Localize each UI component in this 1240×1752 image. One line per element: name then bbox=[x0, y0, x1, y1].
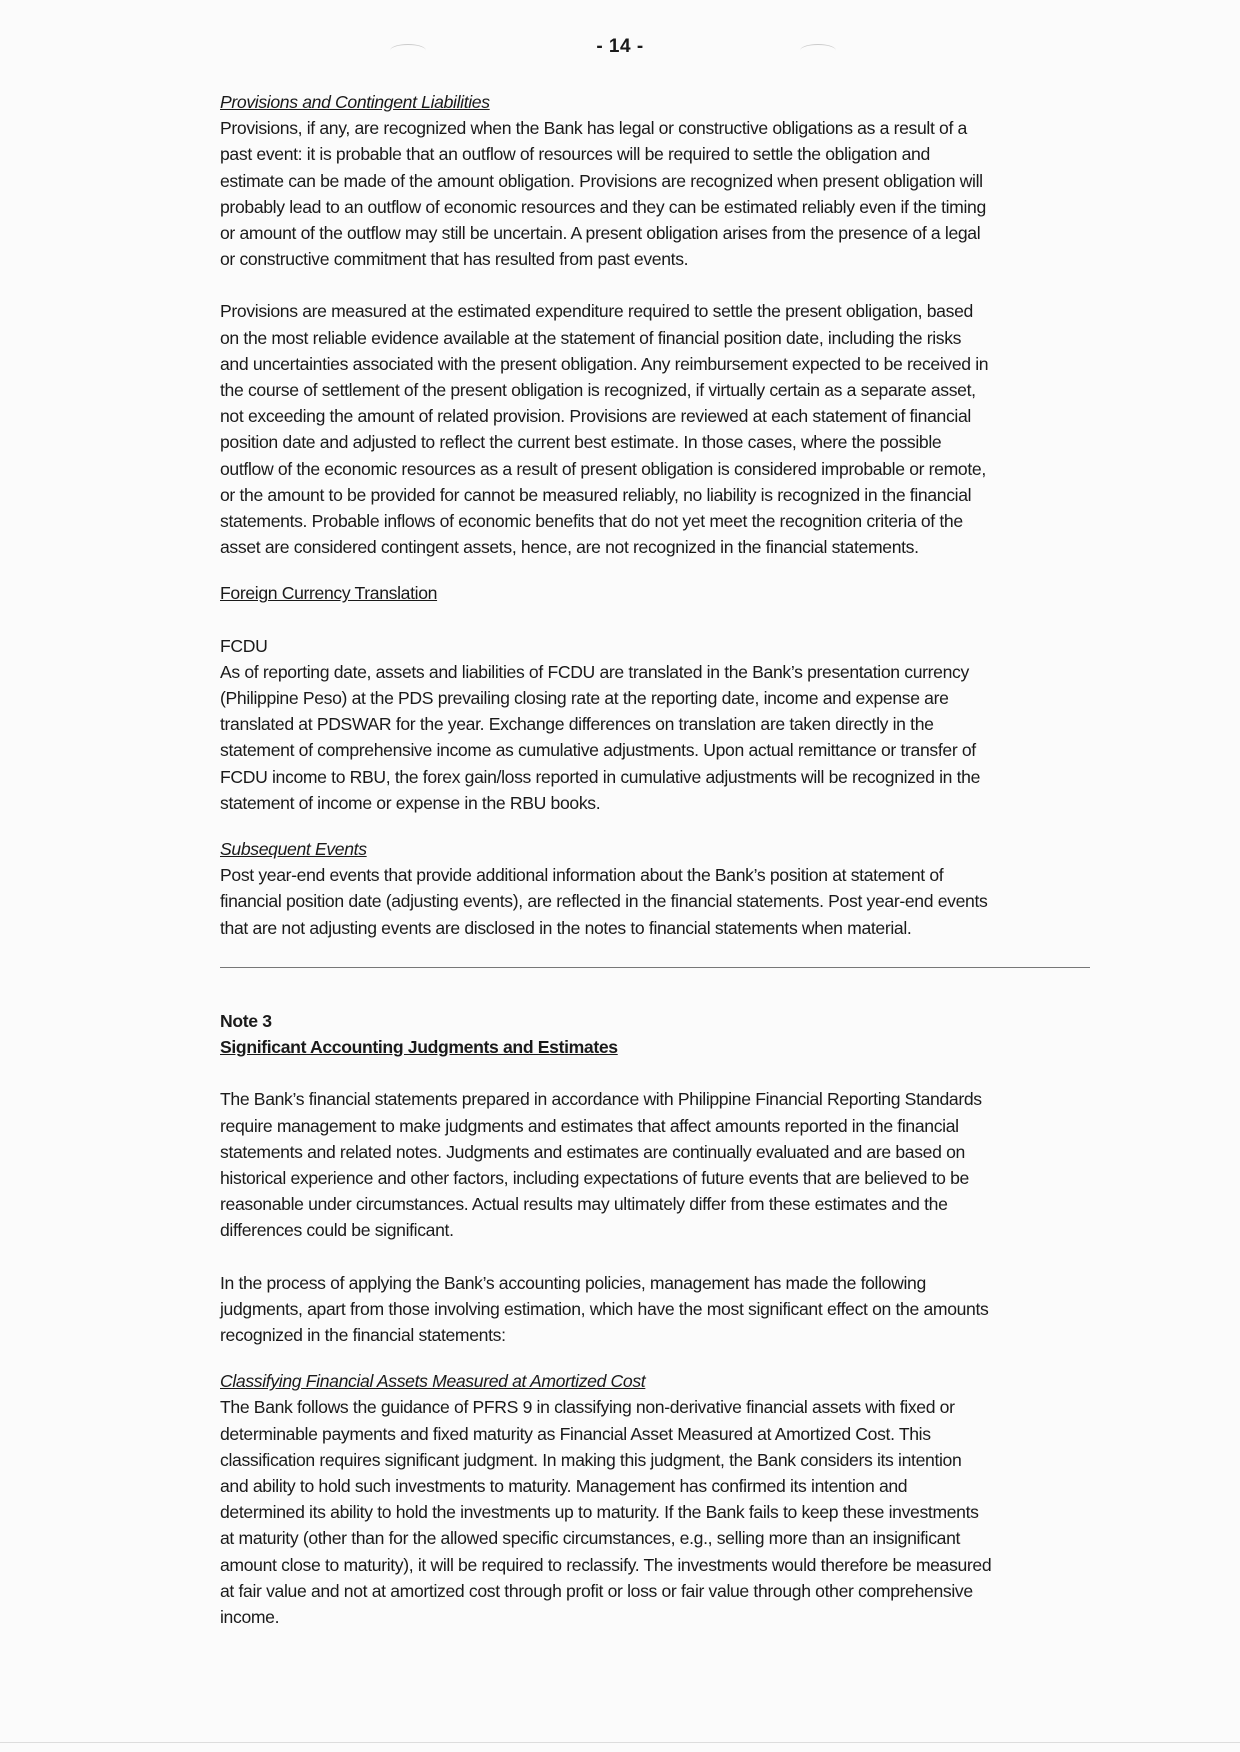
text-line: The Bank follows the guidance of PFRS 9 in classifying non-derivative financial assets with fixed or bbox=[220, 1397, 955, 1418]
section-foreign-currency bbox=[220, 580, 1100, 816]
paragraph bbox=[220, 1270, 1100, 1349]
note-title: Significant Accounting Judgments and Estimates bbox=[220, 1037, 618, 1058]
text-line: statement of comprehensive income as cumulative adjustments. Upon actual remittance or transfer of bbox=[220, 740, 976, 761]
text-line: differences could be significant. bbox=[220, 1220, 454, 1241]
paragraph bbox=[220, 1394, 1100, 1630]
text-line: reasonable under circumstances. Actual results may ultimately differ from these estimates and the bbox=[220, 1194, 948, 1215]
text-line: determined its ability to hold the investments up to maturity. If the Bank fails to keep these investments bbox=[220, 1502, 979, 1523]
text-line: Provisions, if any, are recognized when the Bank has legal or constructive obligations as a result of a bbox=[220, 118, 967, 139]
text-line: and ability to hold such investments to maturity. Management has confirmed its intention and bbox=[220, 1475, 908, 1496]
text-line: statements. Probable inflows of economic benefits that do not yet meet the recognition criteria of the bbox=[220, 511, 963, 532]
text-line: the course of settlement of the present obligation is recognized, if virtually certain as a separate asset, bbox=[220, 380, 976, 401]
paragraph bbox=[220, 659, 1100, 816]
text-line: that are not adjusting events are disclosed in the notes to financial statements when material. bbox=[220, 917, 912, 938]
text-line: or the amount to be provided for cannot be measured reliably, no liability is recognized in the financial bbox=[220, 484, 972, 505]
section-heading-subsequent-events: Subsequent Events bbox=[220, 839, 367, 860]
text-line: at maturity (other than for the allowed specific circumstances, e.g., selling more than an insignificant bbox=[220, 1528, 961, 1549]
text-line: financial position date (adjusting events), are reflected in the financial statements. Post year-end events bbox=[220, 891, 988, 912]
paragraph bbox=[220, 115, 1100, 272]
section-note-3 bbox=[220, 1008, 1100, 1348]
text-line: statements and related notes. Judgments and estimates are continually evaluated and are based on bbox=[220, 1141, 965, 1162]
text-line: require management to make judgments and estimates that affect amounts reported in the financial bbox=[220, 1115, 959, 1136]
section-heading-classifying: Classifying Financial Assets Measured at Amortized Cost bbox=[220, 1371, 646, 1392]
text-line: at fair value and not at amortized cost through profit or loss or fair value through other comprehensive bbox=[220, 1580, 973, 1601]
section-heading-provisions: Provisions and Contingent Liabilities bbox=[220, 92, 490, 112]
text-line: In the process of applying the Bank’s accounting policies, management has made the following bbox=[220, 1272, 926, 1293]
paragraph bbox=[220, 1086, 1100, 1243]
section-subsequent-events bbox=[220, 836, 1100, 941]
text-line: or amount of the outflow may still be uncertain. A present obligation arises from the presence of a legal bbox=[220, 223, 981, 244]
section-classifying-financial-assets bbox=[220, 1368, 1100, 1630]
text-line: As of reporting date, assets and liabilities of FCDU are translated in the Bank’s presentation currency bbox=[220, 661, 969, 682]
document-body bbox=[220, 89, 1100, 1630]
text-line: position date and adjusted to reflect the current best estimate. In those cases, where the possible bbox=[220, 432, 942, 453]
text-line: historical experience and other factors, including expectations of future events that are believed to be bbox=[220, 1167, 969, 1188]
text-line: amount close to maturity), it will be required to reclassify. The investments would therefore be measured bbox=[220, 1554, 992, 1575]
text-line: estimate can be made of the amount obligation. Provisions are recognized when present obligation will bbox=[220, 170, 983, 191]
text-line: recognized in the financial statements: bbox=[220, 1324, 506, 1345]
text-line: on the most reliable evidence available at the statement of financial position date, including the risks bbox=[220, 327, 962, 348]
subheading-fcdu: FCDU bbox=[220, 635, 268, 656]
text-line: probably lead to an outflow of economic resources and they can be estimated reliably even if the timing bbox=[220, 196, 986, 217]
section-heading-foreign-currency: Foreign Currency Translation bbox=[220, 583, 438, 604]
page-number: - 14 - bbox=[596, 36, 644, 57]
text-line: determinable payments and fixed maturity as Financial Asset Measured at Amortized Cost. This bbox=[220, 1423, 931, 1444]
page-bottom-edge bbox=[0, 1742, 1240, 1743]
text-line: FCDU income to RBU, the forex gain/loss reported in cumulative adjustments will be recognized in the bbox=[220, 766, 981, 787]
text-line: Provisions are measured at the estimated expenditure required to settle the present obligation, based bbox=[220, 301, 973, 322]
text-line: or constructive commitment that has resulted from past events. bbox=[220, 249, 689, 270]
text-line: translated at PDSWAR for the year. Exchange differences on translation are taken directly in the bbox=[220, 714, 934, 735]
text-line: (Philippine Peso) at the PDS prevailing closing rate at the reporting date, income and expense are bbox=[220, 688, 949, 709]
text-line: past event: it is probable that an outflow of resources will be required to settle the obligation and bbox=[220, 144, 930, 165]
text-line: Post year-end events that provide additional information about the Bank’s position at statement of bbox=[220, 865, 944, 886]
paragraph bbox=[220, 298, 1100, 560]
text-line: and uncertainties associated with the present obligation. Any reimbursement expected to be received in bbox=[220, 353, 989, 374]
note-label: Note 3 bbox=[220, 1010, 272, 1031]
text-line: judgments, apart from those involving estimation, which have the most significant effect on the amounts bbox=[220, 1298, 989, 1319]
text-line: The Bank’s financial statements prepared in accordance with Philippine Financial Reporting Standards bbox=[220, 1089, 982, 1110]
paragraph bbox=[220, 862, 1100, 941]
text-line: statement of income or expense in the RBU books. bbox=[220, 792, 601, 813]
section-provisions bbox=[220, 89, 1100, 560]
section-divider bbox=[220, 967, 1090, 968]
text-line: outflow of the economic resources as a result of present obligation is considered improbable or remote, bbox=[220, 458, 986, 479]
text-line: not exceeding the amount of related provision. Provisions are reviewed at each statement of financial bbox=[220, 406, 971, 427]
text-line: asset are considered contingent assets, hence, are not recognized in the financial statements. bbox=[220, 537, 919, 558]
text-line: classification requires significant judgment. In making this judgment, the Bank considers its intention bbox=[220, 1449, 962, 1470]
text-line: income. bbox=[220, 1606, 280, 1627]
